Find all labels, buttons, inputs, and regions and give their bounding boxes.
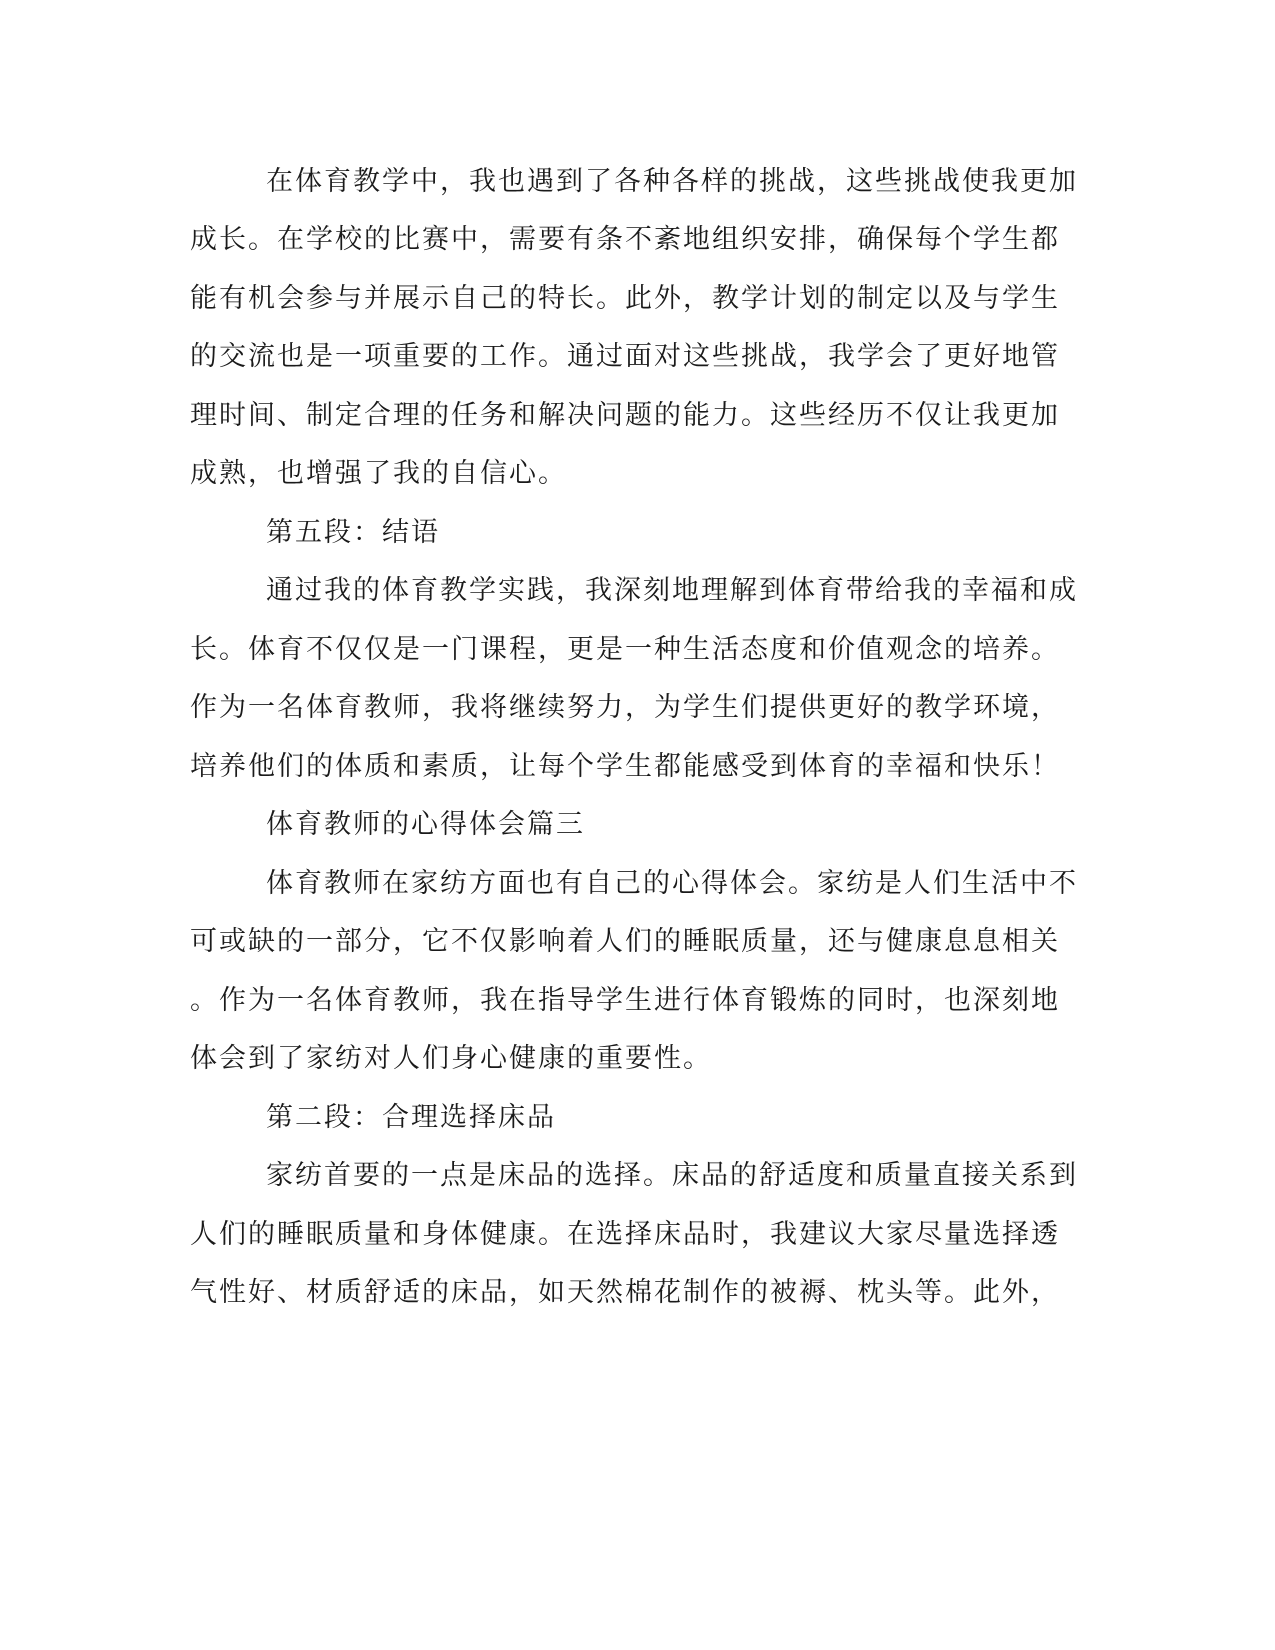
paragraph-3-line-2: 可或缺的一部分，它不仅影响着人们的睡眠质量，还与健康息息相关 [190,926,1060,957]
paragraph-1-line-5: 理时间、制定合理的任务和解决问题的能力。这些经历不仅让我更加 [190,400,1060,431]
paragraph-4-line-1: 家纺首要的一点是床品的选择。床品的舒适度和质量直接关系到 [266,1160,1078,1191]
paragraph-2-line-1: 通过我的体育教学实践，我深刻地理解到体育带给我的幸福和成 [266,575,1078,606]
paragraph-1-line-6: 成熟，也增强了我的自信心。 [190,458,567,489]
paragraph-4-line-3: 气性好、材质舒适的床品，如天然棉花制作的被褥、枕头等。此外， [190,1277,1060,1308]
paragraph-1-line-1: 在体育教学中，我也遇到了各种各样的挑战，这些挑战使我更加 [266,166,1078,197]
paragraph-1-line-3: 能有机会参与并展示自己的特长。此外，教学计划的制定以及与学生 [190,283,1060,314]
section-heading-conclusion: 第五段：结语 [266,517,440,548]
paragraph-3-line-4: 体会到了家纺对人们身心健康的重要性。 [190,1043,712,1074]
paragraph-1-line-4: 的交流也是一项重要的工作。通过面对这些挑战，我学会了更好地管 [190,341,1060,372]
paragraph-3-line-3: 。作为一名体育教师，我在指导学生进行体育锻炼的同时，也深刻地 [190,985,1060,1016]
paragraph-2-line-2: 长。体育不仅仅是一门课程，更是一种生活态度和价值观念的培养。 [190,634,1060,665]
paragraph-1-line-2: 成长。在学校的比赛中，需要有条不紊地组织安排，确保每个学生都 [190,224,1060,255]
paragraph-2-line-4: 培养他们的体质和素质，让每个学生都能感受到体育的幸福和快乐！ [190,751,1060,782]
paragraph-3-line-1: 体育教师在家纺方面也有自己的心得体会。家纺是人们生活中不 [266,868,1078,899]
paragraph-4-line-2: 人们的睡眠质量和身体健康。在选择床品时，我建议大家尽量选择透 [190,1219,1060,1250]
paragraph-2-line-3: 作为一名体育教师，我将继续努力，为学生们提供更好的教学环境， [190,692,1060,723]
section-heading-bedding: 第二段：合理选择床品 [266,1102,556,1133]
article-title-part-three: 体育教师的心得体会篇三 [266,809,585,840]
